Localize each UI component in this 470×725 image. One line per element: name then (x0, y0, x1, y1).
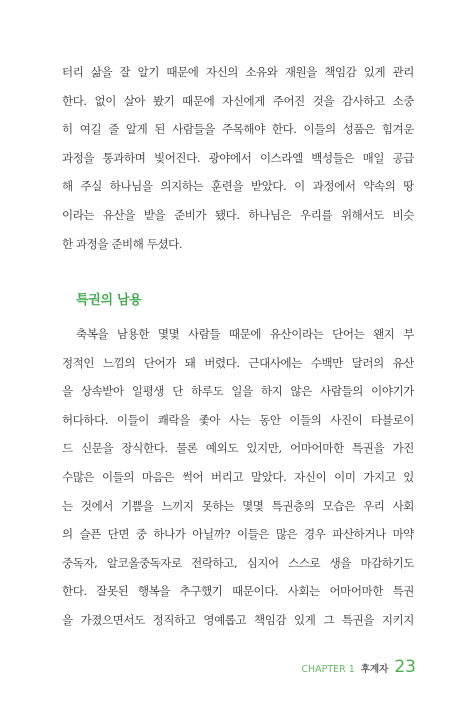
text-line: 수많은 이들의 마음은 썩어 버리고 말았다. 자신이 이미 가지고 있 (62, 469, 414, 484)
text-line: 히 여길 줄 알게 된 사람들을 주목해야 한다. 이들의 성품은 힘겨운 (62, 122, 414, 137)
page-number: 23 (394, 657, 416, 677)
text-line: 터리 삶을 잘 알기 때문에 자신의 소유와 재원을 책임감 있게 관리 (62, 65, 414, 79)
paragraph-continued (62, 58, 414, 258)
text-line: 해 주실 하나님을 의지하는 훈련을 받았다. 이 과정에서 약속의 땅 (62, 179, 414, 194)
text-line: 한 과정을 준비해 두셨다. (62, 236, 183, 251)
page-footer (301, 657, 416, 677)
text-line: 한다. 없이 살아 봤기 때문에 자신에게 주어진 것을 감사하고 소중 (62, 93, 414, 108)
text-line: 한다. 잘못된 행복을 추구했기 때문이다. 사회는 어마어마한 특권 (62, 584, 414, 599)
text-line: 정적인 느낌의 단어가 돼 버렸다. 근대사에는 수백만 달러의 유산 (62, 355, 414, 370)
text-line: 이라는 유산을 받을 준비가 됐다. 하나님은 우리를 위해서도 비슷 (62, 207, 414, 222)
text-line: 중독자, 알코올중독자로 전락하고, 심지어 스스로 생을 마감하기도 (62, 555, 414, 570)
chapter-label: CHAPTER 1 (301, 664, 355, 675)
text-line: 축복을 남용한 몇몇 사람들 때문에 유산이라는 단어는 왠지 부 (76, 327, 414, 341)
section-heading: 특권의 남용 (76, 293, 142, 308)
text-line: 는 것에서 기쁨을 느끼지 못하는 몇몇 특권층의 모습은 우리 사회 (62, 498, 414, 513)
chapter-title: 후계자 (360, 664, 389, 675)
text-line: 과정을 통과하며 빛어진다. 광야에서 이스라엘 백성들은 매일 공급 (62, 150, 414, 165)
text-line: 드 신문을 장식한다. 물론 예외도 있지만, 어마어마한 특권을 가진 (62, 441, 414, 456)
text-line: 을 상속받아 일평생 단 하루도 일을 하지 않은 사람들의 이야기가 (62, 384, 414, 399)
paragraph-body (62, 320, 414, 635)
text-line: 허다하다. 이들이 쾌락을 좇아 사는 동안 이들의 사진이 타블로이 (62, 412, 414, 427)
text-line: 을 가졌으면서도 정직하고 영예롭고 책임감 있게 그 특권을 지키지 (62, 612, 414, 627)
text-line: 의 슬픈 단면 중 하나가 아닐까? 이들은 많은 경우 파산하거나 마약 (62, 527, 414, 542)
